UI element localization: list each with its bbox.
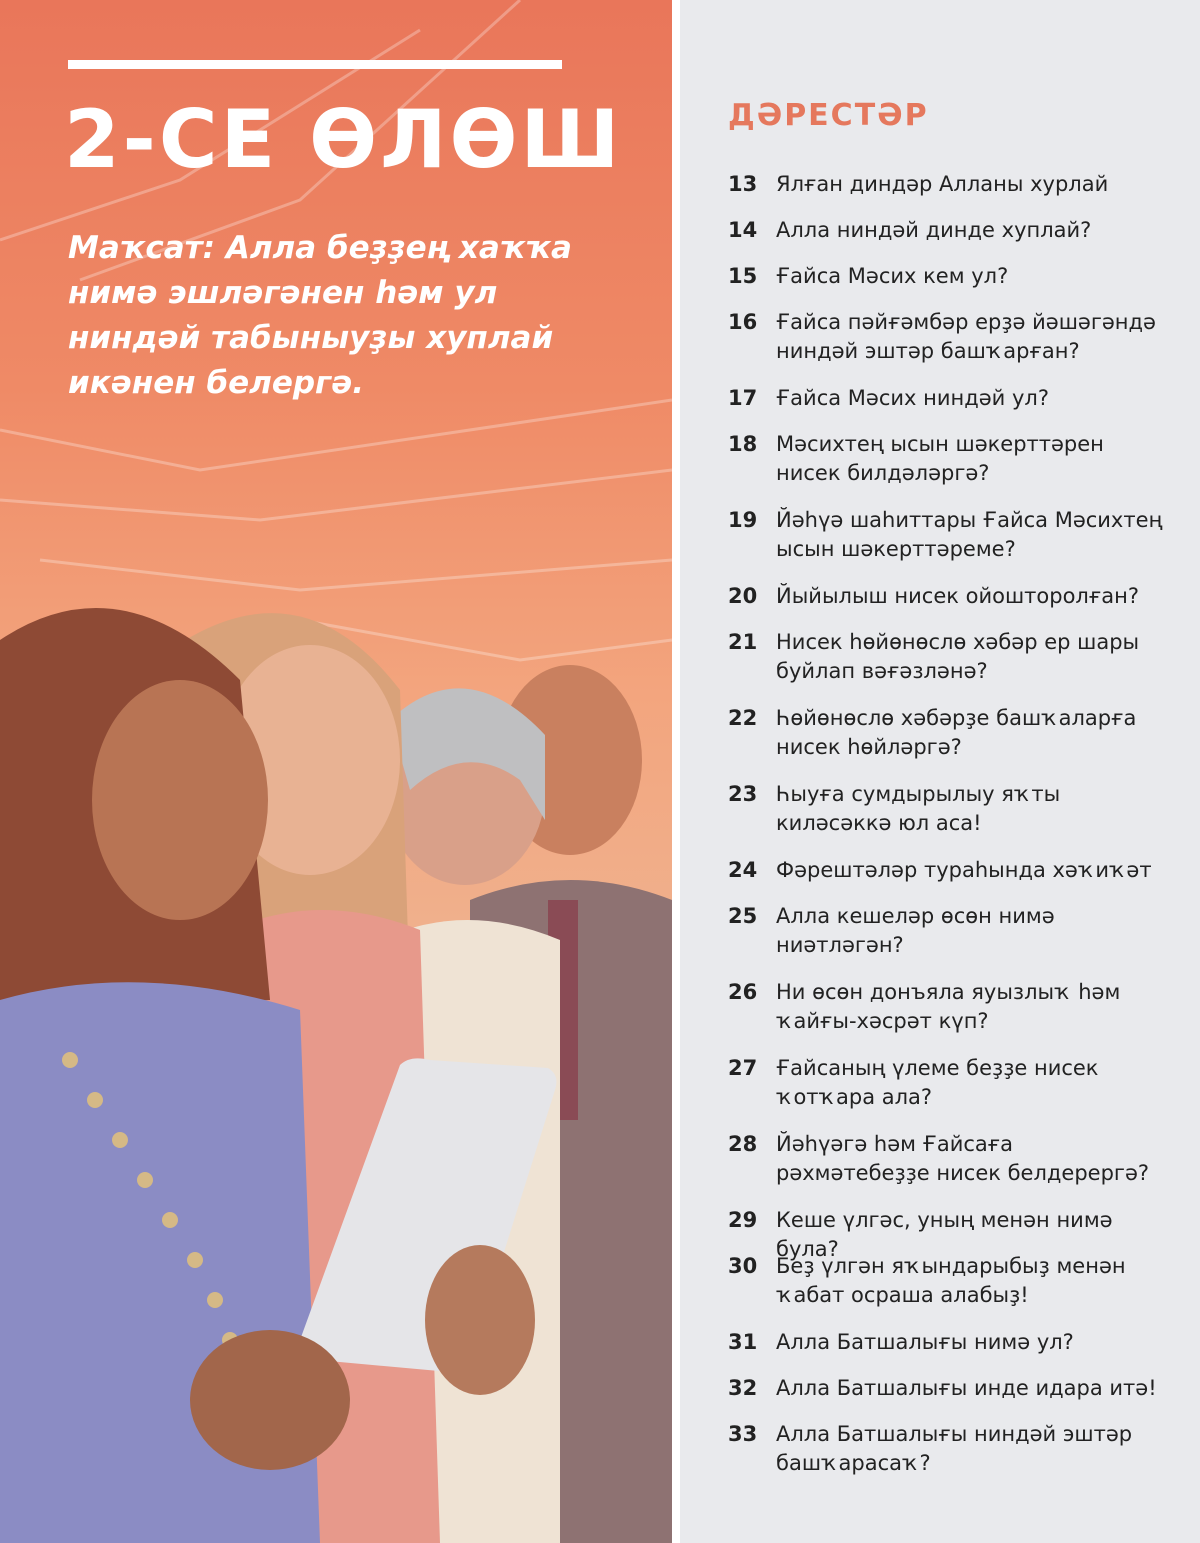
lesson-item[interactable] [728, 430, 1168, 488]
lesson-number: 31 [728, 1330, 758, 1354]
lesson-title: Һыуға сумдырылыу яҡты киләсәккә юл аса! [776, 782, 1061, 835]
lesson-item[interactable] [728, 1328, 1168, 1357]
lesson-title: Нисек һөйөнөслө хәбәр ер шары буйлап вәғәзләнә? [776, 630, 1140, 683]
lesson-number: 23 [728, 782, 758, 806]
lesson-item[interactable] [728, 780, 1168, 838]
lesson-title: Алла Батшалығы ниндәй эштәр башҡарасаҡ? [776, 1422, 1133, 1475]
lesson-item[interactable] [728, 506, 1168, 564]
lesson-number: 14 [728, 218, 758, 242]
lesson-number: 21 [728, 630, 758, 654]
lesson-item[interactable] [728, 170, 1168, 199]
lesson-item[interactable] [728, 1130, 1168, 1188]
lesson-item[interactable] [728, 902, 1168, 960]
lesson-title: Алла кешеләр өсөн нимә ниәтләгән? [776, 904, 1055, 957]
lessons-heading: ДӘРЕСТӘР [728, 98, 929, 133]
lesson-number: 13 [728, 172, 758, 196]
lesson-number: 30 [728, 1254, 758, 1278]
lesson-number: 25 [728, 904, 758, 928]
panel-divider [672, 0, 680, 1543]
lesson-title: Ғайса Мәсих кем ул? [776, 264, 1009, 288]
lesson-title: Мәсихтең ысын шәкерттәрен нисек билдәләргә? [776, 432, 1104, 485]
lesson-item[interactable] [728, 1252, 1168, 1310]
lesson-item[interactable] [728, 1374, 1168, 1403]
lesson-title: Һөйөнөслө хәбәрҙе башҡаларға нисек һөйләргә? [776, 706, 1137, 759]
lesson-item[interactable] [728, 856, 1168, 885]
lesson-number: 26 [728, 980, 758, 1004]
lesson-title: Йәһүә шаһиттары Ғайса Мәсихтең ысын шәкерттәреме? [776, 508, 1163, 561]
lesson-number: 22 [728, 706, 758, 730]
top-rule [68, 60, 562, 69]
lesson-number: 17 [728, 386, 758, 410]
lesson-item[interactable] [728, 1054, 1168, 1112]
lesson-item[interactable] [728, 628, 1168, 686]
lesson-number: 29 [728, 1208, 758, 1232]
lesson-title: Ни өсөн донъяла яуызлыҡ һәм ҡайғы-хәсрәт күп? [776, 980, 1121, 1033]
lesson-number: 33 [728, 1422, 758, 1446]
lesson-title: Йәһүәгә һәм Ғайсаға рәхмәтебеҙҙе нисек белдерергә? [776, 1132, 1150, 1185]
lesson-number: 20 [728, 584, 758, 608]
part-title: 2-СЕ ӨЛӨШ [64, 93, 623, 186]
lesson-title: Ялған диндәр Алланы хурлай [776, 172, 1109, 196]
lesson-number: 19 [728, 508, 758, 532]
lesson-item[interactable] [728, 978, 1168, 1036]
lesson-number: 18 [728, 432, 758, 456]
lesson-number: 16 [728, 310, 758, 334]
lesson-item[interactable] [728, 582, 1168, 611]
lesson-number: 32 [728, 1376, 758, 1400]
lesson-number: 27 [728, 1056, 758, 1080]
lesson-title: Алла ниндәй динде хуплай? [776, 218, 1092, 242]
lesson-item[interactable] [728, 384, 1168, 413]
lesson-title: Кеше үлгәс, уның менән нимә була? [776, 1208, 1113, 1261]
lesson-item[interactable] [728, 704, 1168, 762]
lesson-number: 28 [728, 1132, 758, 1156]
lesson-item[interactable] [728, 308, 1168, 366]
part-aim: Маҡсат: Алла беҙҙең хаҡҡа нимә эшләгәнен һәм ул ниндәй табыныуҙы хуплай икәнен белергә. [68, 230, 572, 401]
lesson-item[interactable] [728, 262, 1168, 291]
lesson-title: Ғайса Мәсих ниндәй ул? [776, 386, 1049, 410]
lesson-title: Алла Батшалығы нимә ул? [776, 1330, 1074, 1354]
lesson-number: 15 [728, 264, 758, 288]
lesson-title: Ғайсаның үлеме беҙҙе нисек ҡотҡара ала? [776, 1056, 1099, 1109]
lesson-number: 24 [728, 858, 758, 882]
lesson-title: Ғайса пәйғәмбәр ерҙә йәшәгәндә ниндәй эштәр башҡарған? [776, 310, 1156, 363]
lesson-title: Фәрештәләр тураһында хәҡиҡәт [776, 858, 1152, 882]
lesson-item[interactable] [728, 216, 1168, 245]
lesson-title: Йыйылыш нисек ойошторолған? [776, 584, 1139, 608]
lesson-title: Алла Батшалығы инде идара итә! [776, 1376, 1157, 1400]
lesson-title: Беҙ үлгән яҡындарыбыҙ менән ҡабат осраша алабыҙ! [776, 1254, 1126, 1307]
lesson-item[interactable] [728, 1420, 1168, 1478]
